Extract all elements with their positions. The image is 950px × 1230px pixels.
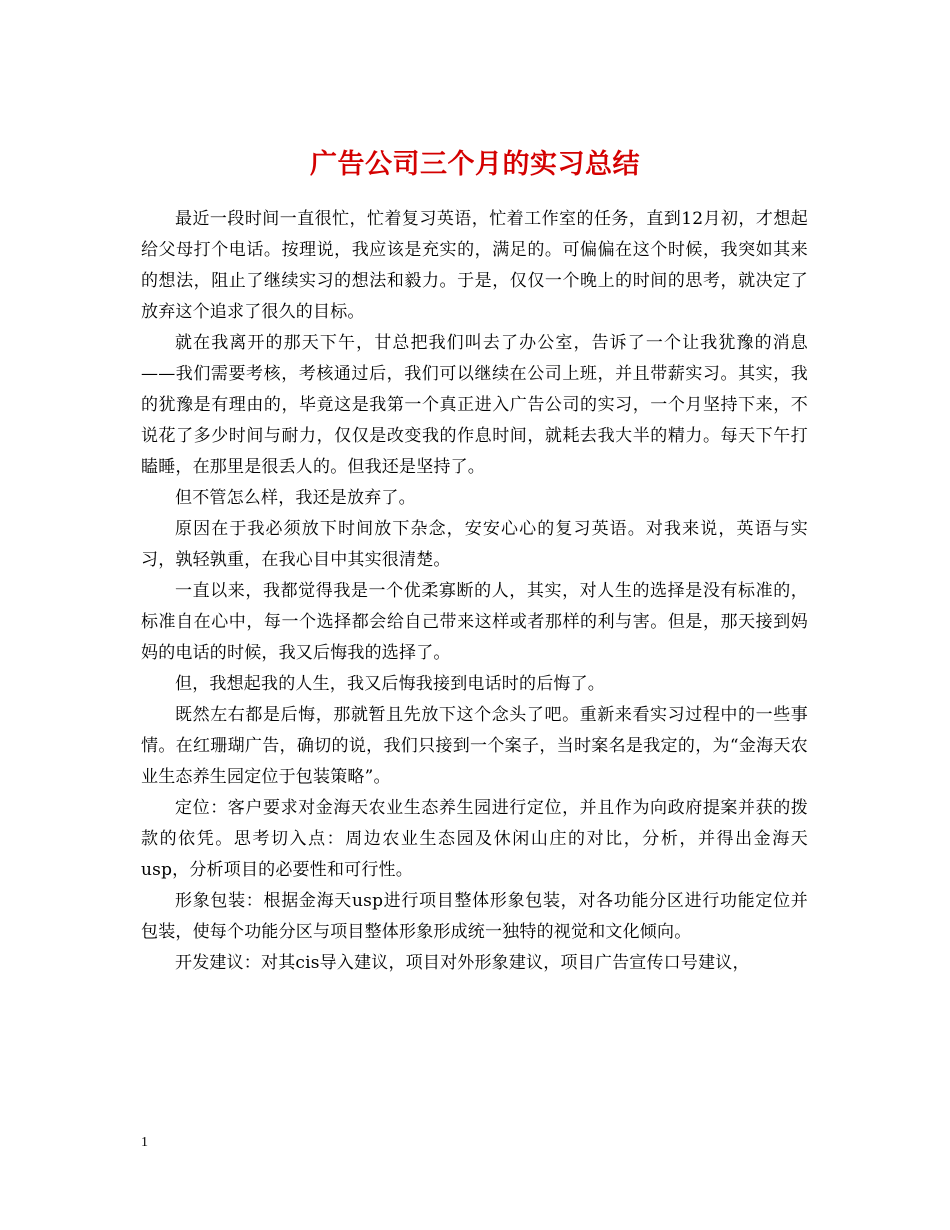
- paragraph-8: 定位：客户要求对金海天农业生态养生园进行定位，并且作为向政府提案并获的拨款的依凭。思考切入点：周边农业生态园及休闲山庄的对比，分析，并得出金海天usp，分析项目的必要性和可行性。: [141, 798, 808, 880]
- paragraph-3: 但不管怎么样，我还是放弃了。: [175, 488, 416, 508]
- document-title: 广告公司三个月的实习总结: [310, 149, 640, 181]
- paragraph-6: 但，我想起我的人生，我又后悔我接到电话时的后悔了。: [175, 674, 605, 694]
- paragraph-9: 形象包装：根据金海天usp进行项目整体形象包装，对各功能分区进行功能定位并包装，使每个功能分区与项目整体形象形成统一独特的视觉和文化倾向。: [141, 891, 808, 942]
- page-number: 1: [141, 1135, 148, 1150]
- document-body: [141, 204, 808, 979]
- paragraph-1: 最近一段时间一直很忙，忙着复习英语，忙着工作室的任务，直到12月初，才想起给父母打个电话。按理说，我应该是充实的，满足的。可偏偏在这个时候，我突如其来的想法，阻止了继续实习的想法和毅力。于是，仅仅一个晚上的时间的思考，就决定了放弃这个追求了很久的目标。: [141, 209, 808, 322]
- paragraph-5: 一直以来，我都觉得我是一个优柔寡断的人，其实，对人生的选择是没有标准的，标准自在心中，每一个选择都会给自己带来这样或者那样的利与害。但是，那天接到妈妈的电话的时候，我又后悔我的选择了。: [141, 581, 808, 663]
- paragraph-10: 开发建议：对其cis导入建议，项目对外形象建议，项目广告宣传口号建议，: [175, 953, 750, 973]
- paragraph-2: 就在我离开的那天下午，甘总把我们叫去了办公室，告诉了一个让我犹豫的消息——我们需要考核，考核通过后，我们可以继续在公司上班，并且带薪实习。其实，我的犹豫是有理由的，毕竟这是我第一个真正进入广告公司的实习，一个月坚持下来，不说花了多少时间与耐力，仅仅是改变我的作息时间，就耗去我大半的精力。每天下午打瞌睡，在那里是很丢人的。但我还是坚持了。: [141, 333, 808, 477]
- paragraph-7: 既然左右都是后悔，那就暂且先放下这个念头了吧。重新来看实习过程中的一些事情。在红珊瑚广告，确切的说，我们只接到一个案子，当时案名是我定的，为“金海天农业生态养生园定位于包装策略”。: [141, 705, 808, 787]
- paragraph-4: 原因在于我必须放下时间放下杂念，安安心心的复习英语。对我来说，英语与实习，孰轻孰重，在我心目中其实很清楚。: [141, 519, 808, 570]
